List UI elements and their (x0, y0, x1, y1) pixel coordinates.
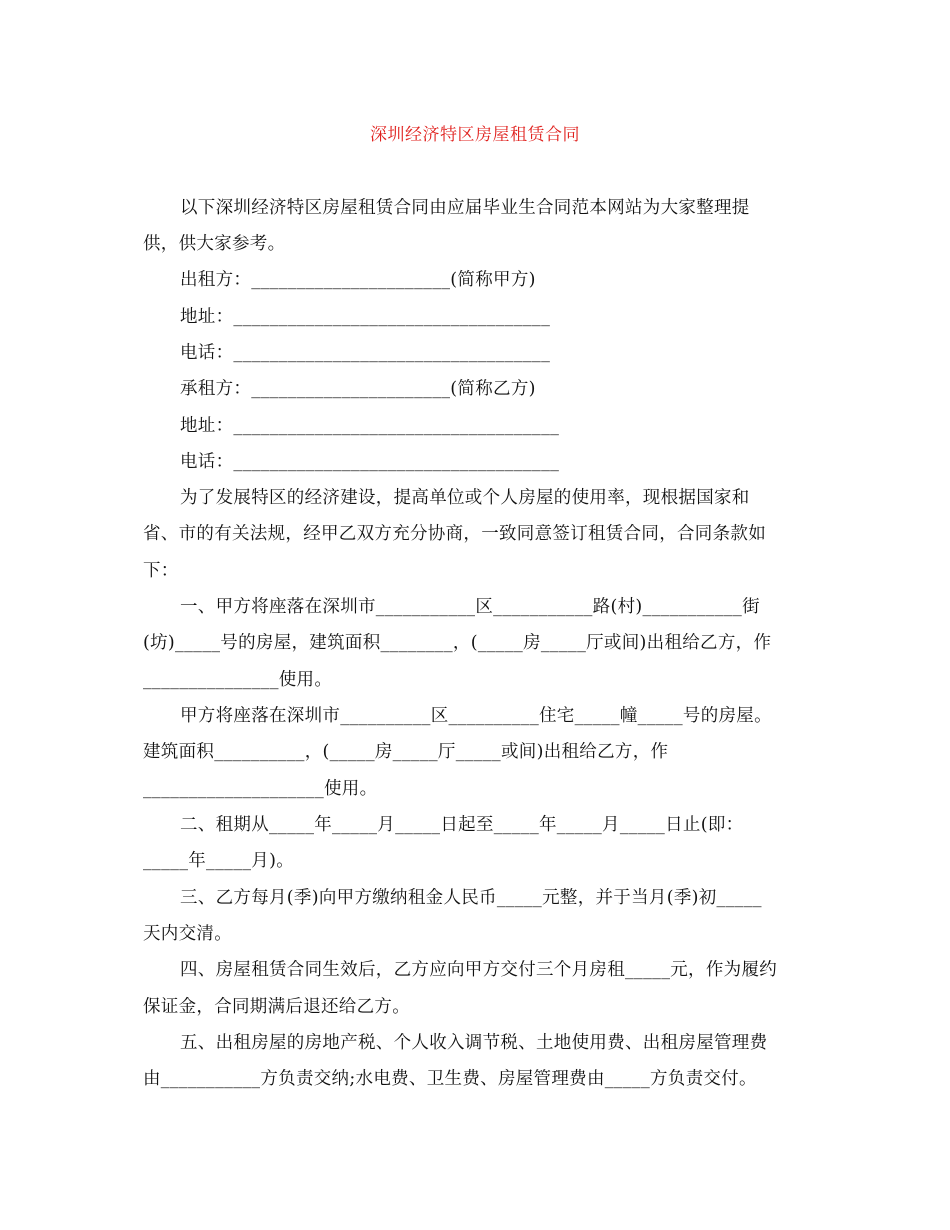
clause-5-line-1: 五、出租房屋的房地产税、个人收入调节税、土地使用费、出租房屋管理费 (180, 1033, 768, 1053)
clause-4-line-2: 保证金，合同期满后退还给乙方。 (143, 997, 410, 1017)
clause-3-line-2: 天内交清。 (143, 924, 232, 944)
clause-3-line-1: 三、乙方每月(季)向甲方缴纳租金人民币_____元整，并于当月(季)初_____ (180, 888, 762, 908)
clause-1-line-1: 一、甲方将座落在深圳市___________区___________路(村)___________街 (180, 597, 760, 617)
clause-1b-line-1: 甲方将座落在深圳市__________区__________住宅_____幢_____号的房屋。 (180, 706, 772, 726)
lessor-address-field: 地址：___________________________________ (180, 307, 551, 327)
clause-1b-line-3: ____________________使用。 (143, 779, 378, 799)
preamble-line-2: 省、市的有关法规，经甲乙双方充分协商，一致同意签订租赁合同，合同条款如 (143, 524, 766, 544)
clause-1-line-3: _______________使用。 (143, 670, 333, 690)
lessor-phone-field: 电话：___________________________________ (180, 343, 551, 363)
intro-line-2: 供，供大家参考。 (143, 234, 286, 254)
lessee-address-field: 地址：____________________________________ (180, 416, 560, 436)
lessor-field: 出租方：______________________(简称甲方) (180, 270, 536, 290)
lessee-phone-field: 电话：____________________________________ (180, 452, 560, 472)
clause-1-line-2: (坊)_____号的房屋，建筑面积________，(_____房_____厅或间)出租给乙方，作 (143, 633, 772, 653)
document-title: 深圳经济特区房屋租赁合同 (370, 125, 580, 145)
clause-1b-line-2: 建筑面积__________，(_____房_____厅_____或间)出租给乙方，作 (143, 742, 669, 762)
clause-4-line-1: 四、房屋租赁合同生效后，乙方应向甲方交付三个月房租_____元，作为履约 (180, 960, 778, 980)
preamble-line-3: 下： (143, 561, 179, 581)
lessee-field: 承租方：______________________(简称乙方) (180, 379, 536, 399)
clause-2-line-2: _____年_____月)。 (143, 851, 295, 871)
clause-2-line-1: 二、租期从_____年_____月_____日起至_____年_____月_____日止(即： (180, 815, 744, 835)
intro-line-1: 以下深圳经济特区房屋租赁合同由应届毕业生合同范本网站为大家整理提 (180, 198, 750, 218)
clause-5-line-2: 由___________方负责交纳;水电费、卫生费、房屋管理费由_____方负责交付。 (143, 1069, 757, 1089)
preamble-line-1: 为了发展特区的经济建设，提高单位或个人房屋的使用率，现根据国家和 (180, 488, 750, 508)
